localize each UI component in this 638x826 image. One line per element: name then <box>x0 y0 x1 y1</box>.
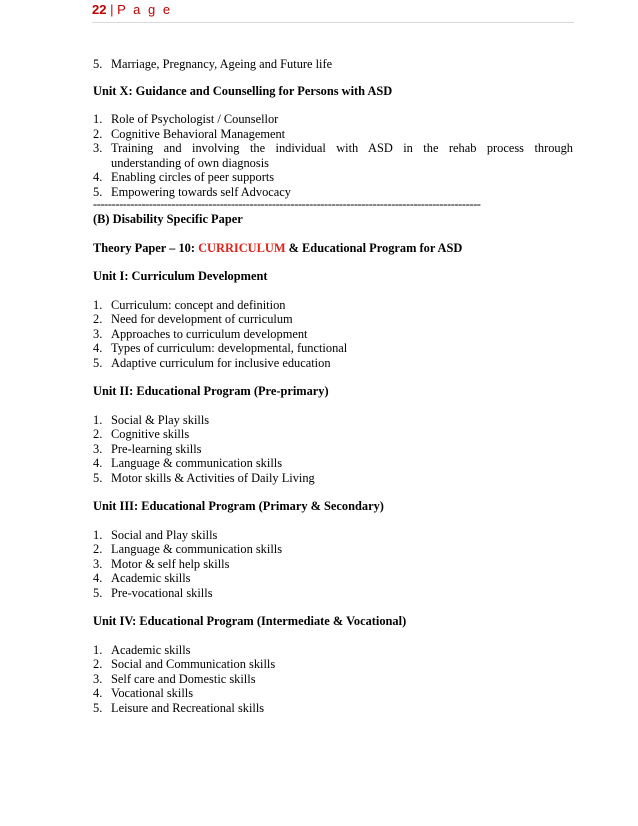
list-item <box>93 456 573 471</box>
item-text: Empowering towards self Advocacy <box>111 184 291 199</box>
item-number: 4. <box>93 170 103 184</box>
item-text: Types of curriculum: developmental, functional <box>111 341 348 355</box>
item-text: Pre-vocational skills <box>111 585 213 600</box>
theory-paper-prefix: Theory Paper – 10: <box>93 240 199 255</box>
divider: -------------------------------------------------------------------------------------------------------- <box>93 199 481 209</box>
item-number: 2. <box>93 542 103 556</box>
theory-paper-highlight: CURRICULUM <box>198 240 286 255</box>
list-item <box>93 542 573 557</box>
item-number: 3. <box>93 671 103 686</box>
units-container <box>93 269 573 715</box>
item-text: Vocational skills <box>111 686 194 700</box>
document-body <box>93 57 573 715</box>
item-number: 1. <box>93 297 103 312</box>
item-number: 3. <box>93 556 103 571</box>
unit-heading: Unit III: Educational Program (Primary & Secondary) <box>93 499 384 513</box>
item-text: Adaptive curriculum for inclusive education <box>111 355 331 370</box>
list-item <box>93 185 573 200</box>
list-item <box>93 127 573 142</box>
item-number: 4. <box>93 686 103 700</box>
item-text: Need for development of curriculum <box>111 312 293 326</box>
list-item <box>93 57 573 72</box>
item-text: Language & communication skills <box>111 542 283 556</box>
page-label: P a g e <box>117 2 173 17</box>
item-continuation: understanding of own diagnosis <box>111 155 269 170</box>
page-separator: | <box>110 2 114 17</box>
unit-x-heading: Unit X: Guidance and Counselling for Persons with ASD <box>93 83 393 98</box>
item-number: 4. <box>93 456 103 470</box>
item-text: Enabling circles of peer supports <box>111 170 275 184</box>
item-text: Academic skills <box>111 571 191 585</box>
item-text: Language & communication skills <box>111 456 283 470</box>
item-text: Social and Play skills <box>111 527 218 542</box>
list-item <box>93 170 573 185</box>
item-number: 5. <box>93 470 103 485</box>
theory-paper-suffix: & Educational Program for ASD <box>285 240 463 255</box>
item-text: Curriculum: concept and definition <box>111 297 286 312</box>
list-item <box>93 327 573 342</box>
item-text: Motor & self help skills <box>111 556 230 571</box>
item-number: 2. <box>93 126 103 141</box>
item-number: 5. <box>93 700 103 715</box>
item-number: 5. <box>93 585 103 600</box>
item-number: 1. <box>93 112 103 126</box>
list-item <box>93 528 573 543</box>
unit-list <box>93 298 573 371</box>
unit-x-list <box>93 112 573 199</box>
item-text: Academic skills <box>111 642 191 657</box>
list-item <box>93 643 573 658</box>
page-number: 22 <box>92 2 107 17</box>
list-item <box>93 141 573 156</box>
list-item <box>93 557 573 572</box>
unit-list <box>93 528 573 601</box>
item-number: 1. <box>93 527 103 542</box>
list-item <box>93 471 573 486</box>
list-item <box>93 586 573 601</box>
theory-paper-title <box>93 241 573 256</box>
item-number: 5. <box>93 184 103 199</box>
item-text: Pre-learning skills <box>111 441 202 456</box>
list-item <box>93 701 573 716</box>
item-text: Leisure and Recreational skills <box>111 700 265 715</box>
list-item <box>93 427 573 442</box>
list-item <box>93 298 573 313</box>
list-item <box>93 312 573 327</box>
item-text: Marriage, Pregnancy, Ageing and Future life <box>111 57 333 71</box>
list-item <box>93 413 573 428</box>
item-text: Role of Psychologist / Counsellor <box>111 112 279 126</box>
list-item <box>93 672 573 687</box>
item-number: 2. <box>93 312 103 326</box>
item-text: Cognitive Behavioral Management <box>111 126 286 141</box>
item-number: 3. <box>93 441 103 456</box>
list-item <box>93 571 573 586</box>
unit-heading: Unit I: Curriculum Development <box>93 269 268 283</box>
list-item <box>93 112 573 127</box>
list-item <box>93 657 573 672</box>
item-text: Social & Play skills <box>111 412 210 427</box>
list-item <box>93 686 573 701</box>
section-b-heading: (B) Disability Specific Paper <box>93 212 243 226</box>
list-item <box>93 442 573 457</box>
page-header <box>92 0 574 23</box>
unit-heading: Unit IV: Educational Program (Intermediate & Vocational) <box>93 614 407 628</box>
item-text: Motor skills & Activities of Daily Living <box>111 470 315 485</box>
item-text: Approaches to curriculum development <box>111 326 308 341</box>
item-text: Training and involving the individual with ASD in the rehab process through <box>111 141 573 155</box>
item-number: 1. <box>93 642 103 657</box>
list-item <box>93 341 573 356</box>
item-number: 4. <box>93 571 103 585</box>
unit-list <box>93 643 573 716</box>
item-number: 3. <box>93 326 103 341</box>
item-number: 1. <box>93 412 103 427</box>
item-text: Cognitive skills <box>111 427 190 441</box>
item-number: 4. <box>93 341 103 355</box>
unit-heading: Unit II: Educational Program (Pre-primary) <box>93 384 329 398</box>
item-number: 2. <box>93 427 103 441</box>
item-number: 5. <box>93 355 103 370</box>
list-item <box>93 356 573 371</box>
item-text: Social and Communication skills <box>111 657 276 671</box>
unit-list <box>93 413 573 486</box>
item-text: Self care and Domestic skills <box>111 671 256 686</box>
item-number: 2. <box>93 657 103 671</box>
item-number: 5. <box>93 57 103 71</box>
item-number: 3. <box>93 141 103 155</box>
